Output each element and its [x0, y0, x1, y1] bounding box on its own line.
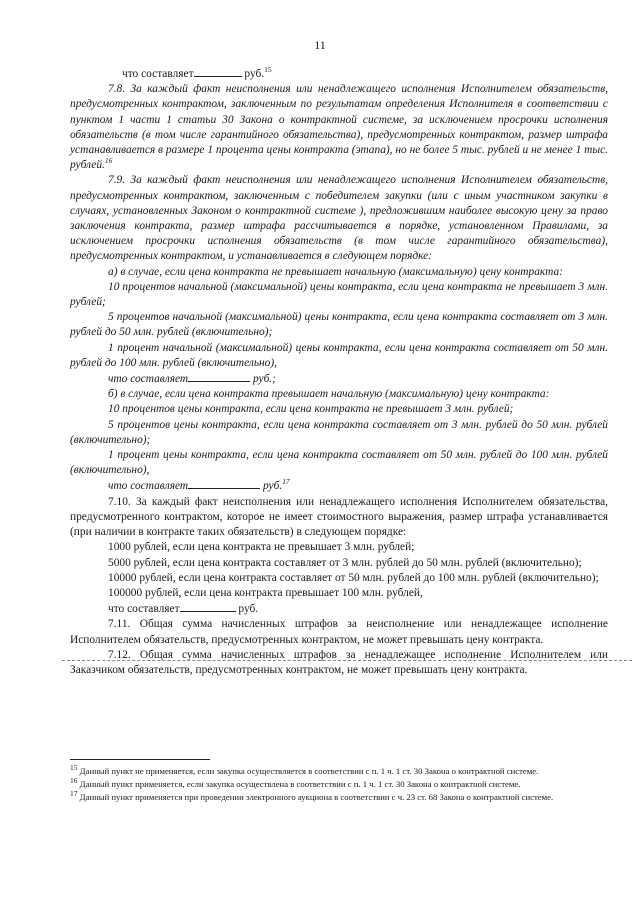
clause-7-9-b-2: 5 процентов цены контракта, если цена контракта составляет от 3 млн. рублей до 50 млн. рублей (включительно); — [70, 418, 608, 446]
clause-7-9-a-2: 5 процентов начальной (максимальной) цены контракта, если цена контракта составляет от 3 млн. рублей до 50 млн. рублей (включительно); — [70, 311, 608, 339]
footnote-ref-16: 16 — [104, 156, 113, 166]
amount-line-15 — [70, 66, 608, 82]
amount-blank — [188, 371, 250, 382]
footnote-15 — [70, 765, 610, 777]
amount-label: что составляет — [108, 603, 180, 616]
clause-7-11: 7.11. Общая сумма начисленных штрафов за неисполнение или ненадлежащее исполнение Исполнителем обязательств, предусмотренных контрактом, не может превышать цену контракта. — [70, 618, 608, 646]
amount-unit: руб. — [235, 603, 259, 616]
footnote-16 — [70, 778, 610, 790]
clause-7-10-1: 1000 рублей, если цена контракта не превышает 3 млн. рублей; — [108, 541, 415, 554]
amount-label: что составляет — [108, 480, 189, 493]
clause-7-9-a-1: 10 процентов начальной (максимальной) цены контракта, если цена контракта не превышает 3 млн. рублей; — [70, 280, 608, 309]
amount-unit: руб. — [260, 480, 283, 493]
footnote-ref-15: 15 — [264, 65, 272, 75]
amount-label: что составляет — [108, 373, 189, 386]
amount-unit: руб. — [241, 68, 265, 80]
page-number: 11 — [314, 38, 326, 52]
clause-7-9-a-heading: а) в случае, если цена контракта не превышает начальную (максимальную) цену контракта: — [108, 265, 563, 278]
amount-blank — [188, 478, 260, 489]
clause-7-8 — [70, 82, 608, 173]
clause-7-9: 7.9. За каждый факт неисполнения или ненадлежащего исполнения Исполнителем обязательств, предусмотренных контрактом, заключенным с победителем закупки (или с иным участником закупки в случаях, установленных Законом о контрактной системе ), предложившим наиболее высокую цену за право заключения контракта, размер штрафа рассчитывается в порядке, установленном Правилами, за исключением просрочки исполнения обязательств (в том числе гарантийного обязательства), предусмотренных контрактом, и устанавливается в следующем порядке: — [70, 174, 608, 263]
amount-unit: руб.; — [250, 373, 276, 386]
footnote-17 — [70, 791, 610, 803]
clause-7-8-text: 7.8. За каждый факт неисполнения или ненадлежащего исполнения Исполнителем обязательств, предусмотренных контрактом, заключенным по результатам определения Исполнителя в соответствии с пунктом 1 части 1 статьи 30 Закона о контрактной системе, за исключением просрочки исполнения обязательств (в том числе гарантийного обязательства), предусмотренных контрактом, размер штрафа устанавливается в размере 1 процента цены контракта (этапа), но не более 5 тыс. рублей и не менее 1 тыс. рублей. — [70, 83, 608, 172]
footnotes — [70, 765, 610, 804]
footnote-number: 16 — [70, 776, 78, 786]
footnote-text: Данный пункт применяется при проведении электронного аукциона в соответствии с ч. 23 ст. 68 Закона о контрактной системе. — [77, 792, 554, 802]
clause-7-9-a-total — [70, 371, 608, 387]
amount-blank — [194, 66, 242, 77]
clause-7-9-a-3: 1 процент начальной (максимальной) цены контракта, если цена контракта составляет от 50 млн. рублей до 100 млн. рублей (включительно), — [70, 341, 608, 369]
amount-label: что составляет — [122, 68, 194, 80]
footnote-ref-17: 17 — [282, 477, 290, 487]
clause-7-9-b-total — [70, 478, 608, 494]
clause-7-10-2: 5000 рублей, если цена контракта составляет от 3 млн. рублей до 50 млн. рублей (включительно); — [108, 556, 582, 569]
clause-7-10-3: 10000 рублей, если цена контракта составляет от 50 млн. рублей до 100 млн. рублей (включительно); — [108, 571, 599, 584]
scan-dashed-line — [62, 660, 632, 661]
footnote-text: Данный пункт не применяется, если закупка осуществляется в соответствии с п. 1 ч. 1 ст. 30 Закона о контрактной системе. — [77, 766, 539, 776]
clause-7-10-total — [70, 601, 608, 617]
amount-blank — [180, 601, 236, 612]
clause-7-9-b-3: 1 процент цены контракта, если цена контракта составляет от 50 млн. рублей до 100 млн. рублей (включительно), — [70, 449, 608, 477]
footnote-number: 17 — [70, 789, 78, 799]
clause-7-12: 7.12. Общая сумма начисленных штрафов за ненадлежащее исполнение Исполнителем или Заказчиком обязательств, предусмотренных контрактом, не может превышать цену контракта. — [70, 648, 608, 676]
footnote-separator — [70, 759, 210, 760]
clause-7-9-b-1: 10 процентов цены контракта, если цена контракта не превышает 3 млн. рублей; — [108, 403, 514, 416]
document-body — [70, 66, 608, 678]
clause-7-10: 7.10. За каждый факт неисполнения или ненадлежащего исполнения Исполнителем обязательства, предусмотренного контрактом, которое не имеет стоимостного выражения, размер штрафа устанавливается (при наличии в контракте таких обязательств) в следующем порядке: — [70, 495, 608, 539]
clause-7-10-4: 100000 рублей, если цена контракта превышает 100 млн. рублей, — [108, 586, 423, 599]
footnote-text: Данный пункт применяется, если закупка осуществлена в соответствии с п. 1 ч. 1 ст. 30 Закона о контрактной системе. — [77, 779, 521, 789]
clause-7-9-b-heading: б) в случае, если цена контракта превышает начальную (максимальную) цену контракта: — [108, 388, 550, 401]
footnote-number: 15 — [70, 763, 78, 773]
